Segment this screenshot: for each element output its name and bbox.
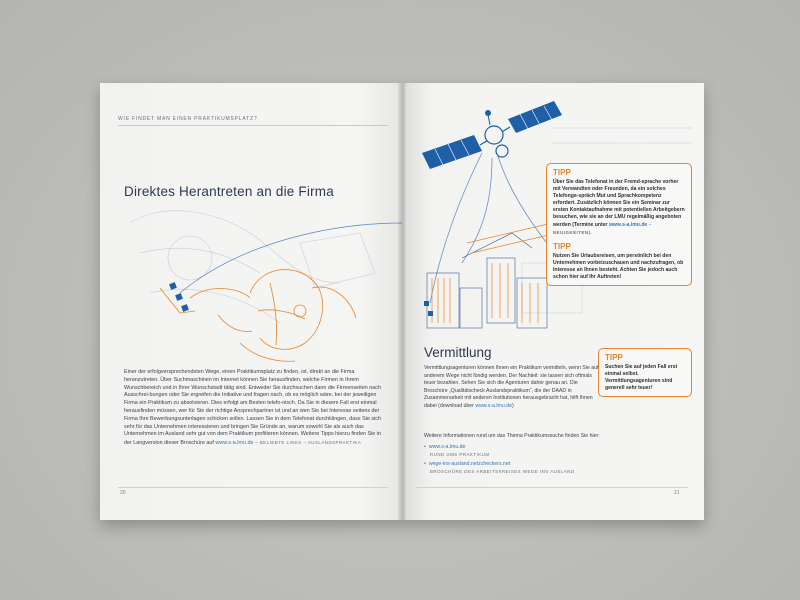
spine-fold [398, 83, 406, 520]
footer-rule [416, 487, 688, 488]
link-caption: RUND UMS PRAKTIKUM [430, 452, 490, 457]
links-list [424, 444, 674, 478]
page-number: 20 [120, 490, 126, 496]
left-page [100, 83, 402, 520]
running-head: WIE FINDET MAN EINEN PRAKTIKUMSPLATZ? [118, 116, 258, 122]
phone-call-illustration [100, 83, 402, 383]
bullet-icon: • [424, 461, 426, 467]
link-caption: BROSCHÜRE DES ARBEITSKREISES WEGE INS AUSLAND [430, 469, 575, 474]
page-title: Direktes Herantreten an die Firma [124, 184, 334, 199]
link-caption: – NEUIGKEITEN). [553, 222, 652, 235]
tipp-text: Suchen Sie auf jeden Fall erst einmal selbst. Vermittlungsagenturen sind generell sehr teuer! [605, 364, 678, 391]
open-brochure [100, 83, 704, 520]
section-title: Vermittlung [424, 345, 492, 360]
website-link[interactable]: www.s-a.lmu.de [215, 440, 254, 447]
website-link[interactable]: www.s-a.lmu.de [608, 222, 648, 228]
link-caption: – BELIEBTE LINKS – AUSLANDSPRAKTIKA [253, 440, 362, 446]
paren-close: ) [511, 402, 514, 409]
tipp-title: TIPP [605, 353, 623, 362]
body-text [424, 365, 602, 410]
tipp-box-1 [546, 163, 692, 286]
page-number: 21 [674, 490, 680, 496]
body-text [124, 369, 386, 448]
list-item [424, 461, 674, 475]
tipp-box-2 [598, 348, 692, 397]
right-page [402, 83, 704, 520]
tipp-text: Nutzen Sie Urlaubsreisen, um persönlich bei den Unternehmen vorbeizuschauen und nachzufragen, ob Interesse an Ihnen besteht. Achten Sie jedoch auch schon hier auf Ihr Auftreten! [553, 253, 684, 280]
tipp-text [553, 179, 685, 237]
website-link[interactable]: www.s-a.lmu.de [428, 444, 466, 450]
tipp-paragraph: Über Sie das Telefonat in der Fremd-sprache vorher mit Verwandten oder Freunden, da ein solches Telefonge-spräch Mut und Sprachkompetenz erfordert. Zusätzlich können Sie ein Seminar zur ersten Kontaktaufnahme mit potentiellen Arbeitgebern besuchen, wie sie an der LMU regelmäßig angeboten werden (Termine unter [553, 179, 685, 228]
tipp-title: TIPP [553, 242, 571, 251]
footer-rule [118, 487, 388, 488]
website-link[interactable]: www.s-a.lmu.de [475, 402, 512, 409]
more-info-text: Weitere Informationen rund um das Thema Praktikumssuche finden Sie hier: [424, 433, 600, 439]
tipp-title: TIPP [553, 168, 571, 177]
body-paragraph: Vermittlungsagenturen können Ihnen ein Praktikum vermitteln, wenn Sie auf anderem Wege nicht fündig werden. Der Nachteil: sie lassen sich oftmals teuer bezahlen. Sehen Sie sich die Agenturen daher genau an. Die Broschüre „Qualitätscheck Auslandspraktikum“, die der DAAD in Zusammenarbeit mit anderen Institutionen herausgebracht hat, hilft Ihnen dabei (download über [424, 365, 599, 409]
bullet-icon: • [424, 444, 426, 450]
body-paragraph: Einer der erfolgversprechendsten Wege, einen Praktikumsplatz zu finden, ist, direkt an die Firma heranzutreten. Über Suchmaschinen im Internet können Sie herausfinden, welche Firmen in Ihrem Wunschbereich und in Ihrer Wunschstadt tätig sind. Entweder Sie durchsuchen dann die Firmenseiten nach Ausschrei-bungen oder Sie ergreifen die Initiative und fragen nach, ob es möglich wäre, bei der jeweiligen Firma ein Praktikum zu absolvieren. Dies erfolgt am Besten telefo-nisch. Da Sie in diesem Fall erst einmal herausfinden müssen, wer für Sie der richtige Ansprechpartner ist und an wen Sie bei Interesse seitens der Firma Ihre Bewerbungsunterlagen schicken sollen. Lassen Sie in dem Telefonat durchklingen, dass Sie sich sehr für das Unternehmen interessieren und bringen Sie Gründe an, warum sowohl Sie als auch das Unternehmen im Ausland sehr gut von dem Praktikum profitieren können. Weitere Tipps hierzu finden Sie in der Langversion dieser Broschüre auf [124, 369, 381, 447]
list-item [424, 444, 674, 458]
website-link[interactable]: wege-ins-ausland.netzcheckers.net [428, 461, 511, 467]
